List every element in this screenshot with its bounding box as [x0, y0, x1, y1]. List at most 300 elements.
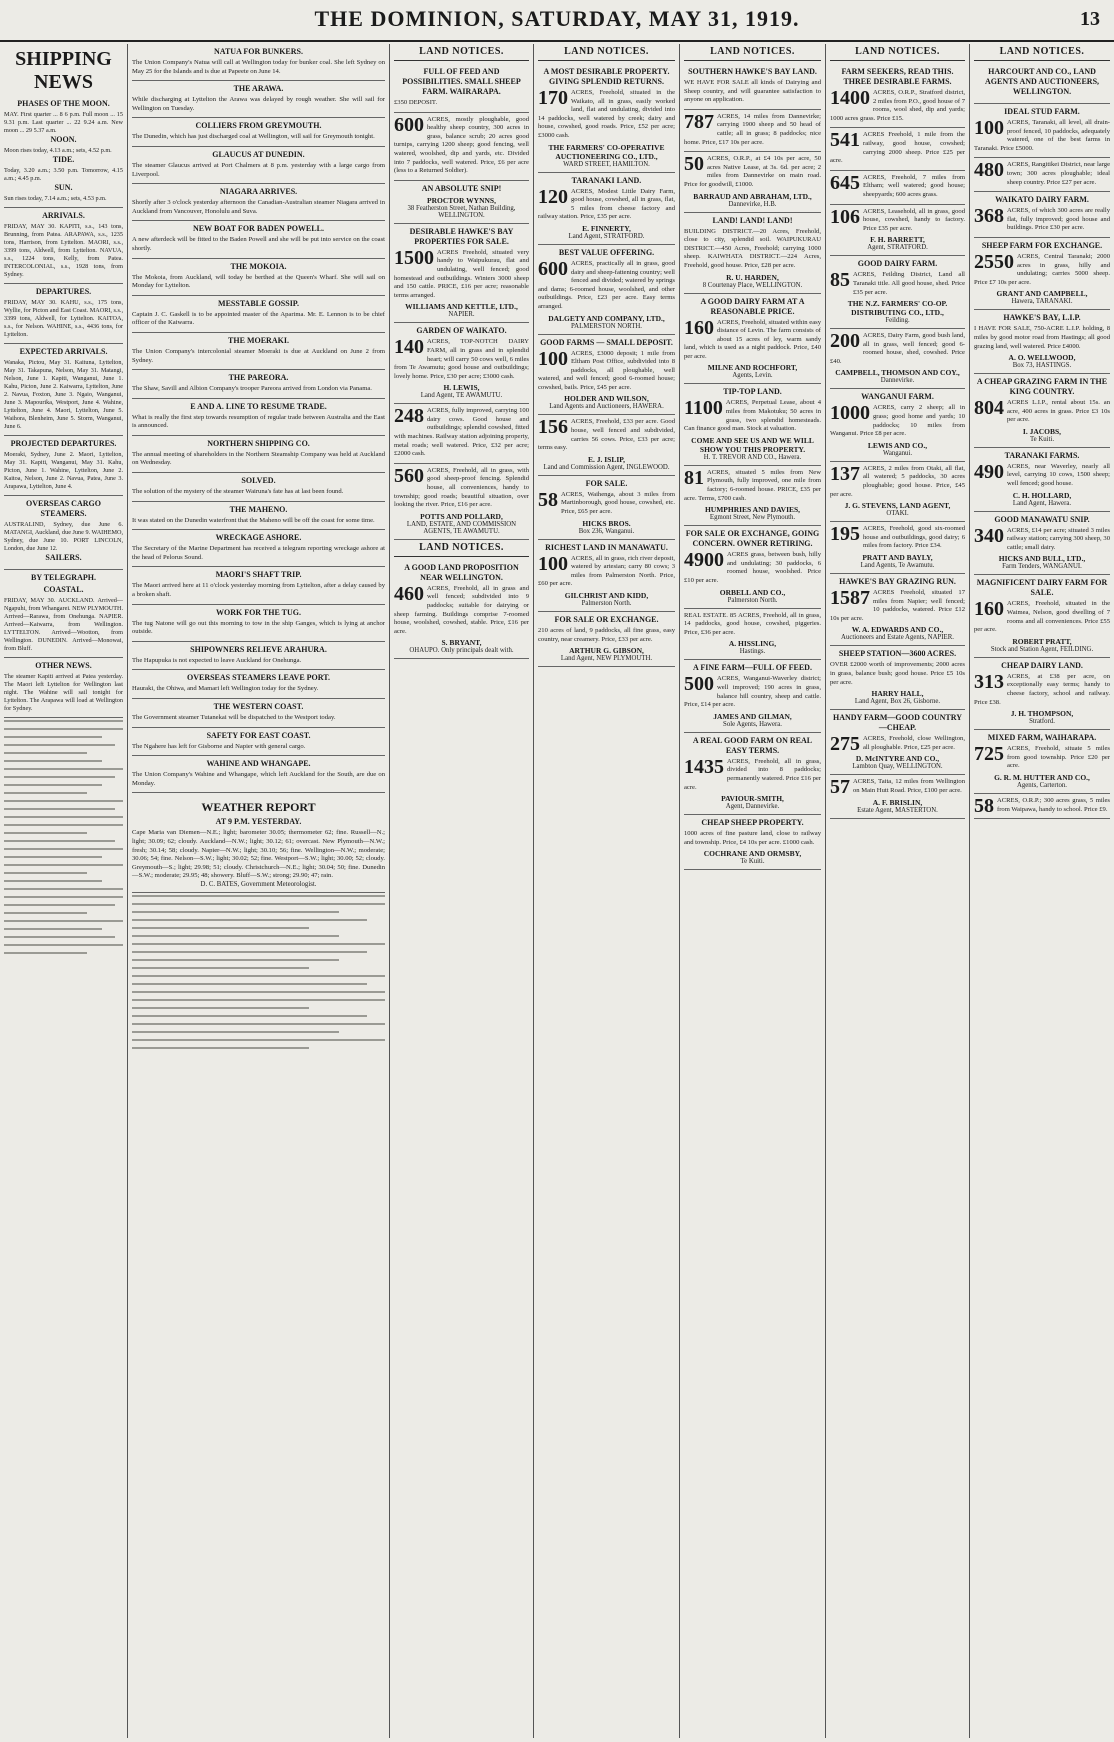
- shipping-news-item: [132, 259, 385, 296]
- notice-heading: A REAL GOOD FARM ON REAL EASY TERMS.: [692, 735, 813, 755]
- notice-agent: PAVIOUR-SMITH,: [721, 794, 784, 804]
- notice-address: Dannevirke.: [880, 377, 915, 385]
- notice-agent: E. J. ISLIP,: [587, 454, 626, 464]
- notice-heading: GOOD DAIRY FARM.: [857, 259, 938, 269]
- land-notice: [830, 171, 965, 205]
- shipping-news-item: [132, 728, 385, 757]
- shipping-news-item: [132, 530, 385, 567]
- notice-agent: E. FINNERTY,: [582, 223, 631, 233]
- notice-acreage: 645: [830, 171, 860, 194]
- notice-agent: ROBERT PRATT,: [1012, 636, 1072, 646]
- notice-body: ACRES, Rangitikei District, near large town; 300 acres ploughable; ideal sheep country. Price £27 per acre.: [1007, 161, 1110, 186]
- departures-text: FRIDAY, MAY 30. KAHU, s.s., 175 tons, Wyllie, for Picton and East Coast. MAORI, s.s., 3399 tons, Aldwell, for Lyttelton. KAITOA, s.s., for Nelson. WAHINE, s.s., 4436 tons, for Lyttelton.: [4, 299, 123, 338]
- notice-acreage: 560: [394, 464, 424, 487]
- notice-address: Land Agent, TE AWAMUTU.: [420, 392, 503, 400]
- news-item-heading: THE WESTERN COAST.: [213, 702, 304, 711]
- news-item-body: Hauraki, the Ohiwa, and Mamari left Wellington today for the Sydney.: [132, 685, 319, 693]
- notice-body: ACRES, Freehold, situated in the Waimea, Nelson, good dwelling of 7 rooms and all conveniences. Price £55 per acre.: [974, 600, 1110, 634]
- shipping-heading: SHIPPING NEWS: [15, 48, 112, 93]
- departures-heading: DEPARTURES.: [35, 287, 92, 296]
- notice-address: Palmerston North.: [727, 596, 778, 604]
- notice-heading: GARDEN OF WAIKATO.: [416, 326, 507, 336]
- notice-address: Agent, Dannevirke.: [725, 803, 780, 811]
- coastal-text: FRIDAY, MAY 30. AUCKLAND. Arrived—Ngapuhi, from Whangarei. NEW PLYMOUTH. Arrived—Rarawa, from Onehunga. NAPIER. Arrived—Kaiwarra, from Wellington. LYTTELTON. Arrived—Wootton, from Wellington. DUNEDIN. Arrived—Monowai, from Bluff.: [4, 597, 123, 652]
- notice-agent: JAMES AND GILMAN,: [713, 711, 792, 721]
- notice-address: Stock and Station Agent, FEILDING.: [990, 645, 1094, 653]
- projected-departures: [4, 436, 123, 496]
- notice-body: ACRES, O.R.P., at £4 10s per acre, 50 acres Native Lease, at 3s. 6d. per acre; 2 miles from Dannevirke on main road. Price for goodwill, £1000.: [684, 155, 821, 188]
- column-heading: LAND NOTICES.: [538, 44, 675, 61]
- telegraph-heading: BY TELEGRAPH.: [31, 573, 96, 582]
- news-item-body: The Union Company's Natua will call at Wellington today for bunker coal. She left Sydney on May 25 for the Islands and is due at Papeete on June 14.: [132, 59, 385, 75]
- news-item-body: The solution of the mystery of the steamer Wairuna's fate has at last been found.: [132, 488, 344, 496]
- notice-address: Agents, Carterton.: [1016, 781, 1068, 789]
- masthead: [0, 0, 1114, 42]
- news-item-body: The Union Company's intercolonial steamer Moeraki is due at Auckland on June 2 from Sydney.: [132, 347, 385, 364]
- notice-address: Land Agent, Box 26, Gisborne.: [854, 698, 941, 706]
- notice-heading: TIP-TOP LAND.: [723, 387, 782, 397]
- land-notice: [830, 205, 965, 257]
- notice-address: Box 236, Wanganui.: [578, 527, 635, 535]
- notice-heading: GOOD FARMS — SMALL DEPOSIT.: [540, 337, 673, 347]
- notice-address: Hawera, TARANAKI.: [1011, 298, 1073, 306]
- notice-acreage: 137: [830, 462, 860, 485]
- notice-body: ACRES, all in grass, rich river deposit, watered by artesian; carry 80 cows; 3 miles from Palmerston North. Price, £60 per acre.: [538, 554, 675, 588]
- notice-agent: F. H. BARRETT,: [870, 235, 925, 245]
- coastal-heading: COASTAL.: [43, 585, 84, 594]
- news-item-heading: SAFETY FOR EAST COAST.: [206, 730, 311, 740]
- land-notice: [394, 404, 529, 464]
- notice-agent: I. JACOBS,: [1022, 426, 1062, 436]
- land-notice: [830, 775, 965, 818]
- overseas-steamers: [4, 496, 123, 570]
- notice-acreage: 106: [830, 205, 860, 228]
- notice-body: ACRES L.I.P., rental about 15s. an acre, 400 acres in grass. Price £3 10s per acre.: [1007, 399, 1110, 424]
- notice-address: Land Agents, Te Awamutu.: [860, 562, 935, 569]
- overseas-heading: OVERSEAS CARGO STEAMERS.: [26, 499, 101, 518]
- notice-body: I HAVE FOR SALE, 750-ACRE L.I.P. holding, 8 miles by good motor road from Hastings; all good grazing land, well watered. Price £4000.: [974, 325, 1110, 350]
- land-notices-list: [538, 64, 675, 667]
- sun-text: Sun rises today, 7.14 a.m.; sets, 4.53 p.m.: [4, 195, 107, 202]
- land-notice: [684, 152, 821, 212]
- shipping-column: [0, 44, 128, 1738]
- notice-body: ACRES, O.R.P.; 300 acres grass, 5 miles from Waipawa, handy to school. Price £9.: [997, 796, 1110, 813]
- shipping-news-item: [132, 436, 385, 473]
- expected-heading: EXPECTED ARRIVALS.: [19, 347, 108, 356]
- shipping-news-item: [132, 333, 385, 370]
- notice-acreage: 120: [538, 185, 568, 208]
- notice-agent: C. H. HOLLARD,: [1012, 490, 1072, 500]
- notice-agent: H. LEWIS,: [443, 383, 480, 393]
- news-item-body: The Ngahere has left for Gisborne and Napier with general cargo.: [132, 742, 306, 750]
- notice-acreage: 58: [974, 794, 994, 817]
- notice-agent: G. R. M. HUTTER AND CO.,: [994, 772, 1090, 782]
- notice-agent: THE N.Z. FARMERS' CO-OP. DISTRIBUTING CO., LTD.,: [847, 299, 948, 318]
- notice-acreage: 1400: [830, 87, 870, 109]
- sailers-heading: SAILERS.: [45, 553, 82, 562]
- news-item-body: The Dunedin, which has just discharged coal at Wellington, will sail for Greymouth tonight.: [132, 133, 375, 141]
- notice-acreage: 200: [830, 330, 860, 353]
- land-notice: [684, 294, 821, 385]
- land-notice: [974, 448, 1110, 512]
- news-item-body: The Union Company's Wahine and Whangape, which left Auckland for the South, are due on Monday.: [132, 771, 385, 787]
- news-item-body: Shortly after 3 o'clock yesterday afternoon the Canadian-Australian steamer Niagara arrived in Auckland from Vancouver, Honolulu and Suva.: [132, 199, 385, 215]
- news-item-heading: E AND A. LINE TO RESUME TRADE.: [190, 401, 327, 411]
- notice-acreage: 725: [974, 743, 1004, 766]
- shipping-news-item: [132, 473, 385, 502]
- land-notice: [538, 64, 675, 173]
- notice-body: REAL ESTATE. 85 ACRES, Freehold, all in grass, 14 paddocks, good house, cowshed, piggeries. Price, £36 per acre.: [684, 611, 821, 636]
- notice-agent: HOLDER AND WILSON,: [564, 394, 649, 404]
- land-notice: [974, 192, 1110, 238]
- land-notices-list: [974, 64, 1110, 819]
- other-heading: OTHER NEWS.: [35, 661, 92, 670]
- notice-heading: HAWKE'S BAY, L.I.P.: [1003, 313, 1081, 323]
- land-notices-column-3: [534, 44, 680, 1738]
- notice-body: ACRES, Central Taranaki; 2000 acres in grass, hilly and undulating; carries 5000 sheep. Price £7 10s per acre.: [974, 252, 1110, 286]
- notice-heading: A FINE FARM—FULL OF FEED.: [693, 663, 812, 673]
- notice-address: OHAUPO. Only principals dealt with.: [409, 647, 514, 655]
- notice-body: ACRES, Leasehold, all in grass, good house, cowshed, handy to factory. Price £35 per acre.: [863, 207, 965, 232]
- notice-heading: GOOD MANAWATU SNIP.: [994, 514, 1090, 524]
- notice-heading: FOR SALE OR EXCHANGE.: [554, 615, 659, 624]
- land-notice: [684, 466, 821, 526]
- land-notice: [394, 560, 529, 660]
- notice-agent: J. G. STEVENS, LAND AGENT,: [844, 501, 951, 511]
- expected-arrivals: [4, 344, 123, 436]
- masthead-title: THE DOMINION, SATURDAY, MAY 31, 1919.: [314, 6, 800, 31]
- notice-body: ACRES grass, between bush, hilly and undulating; 30 paddocks, 6 roomed house, woolshed. Price £10 per acre.: [684, 551, 821, 584]
- news-item-heading: THE PAREORA.: [228, 373, 289, 383]
- weather-heading: WEATHER REPORT: [201, 800, 316, 815]
- notice-heading: WANGANUI FARM.: [861, 392, 934, 402]
- notice-body: ACRES, Taita, 12 miles from Wellington on Main Hutt Road. Price, £100 per acre.: [853, 778, 965, 794]
- shipping-news-item: [132, 399, 385, 436]
- notice-acreage: 195: [830, 523, 860, 546]
- news-item-heading: NORTHERN SHIPPING CO.: [207, 438, 310, 448]
- notice-agent: WILLIAMS AND KETTLE, LTD.,: [405, 302, 518, 312]
- land-notice: [538, 335, 675, 416]
- notice-heading: CHEAP SHEEP PROPERTY.: [701, 818, 804, 828]
- notice-acreage: 57: [830, 776, 850, 799]
- land-notice: [684, 110, 821, 152]
- notice-agent: BARRAUD AND ABRAHAM, LTD.,: [693, 191, 812, 201]
- notice-body: ACRES, near Waverley, nearly all level, carrying 10 cows, 1500 sheep; well fenced; good house.: [1007, 462, 1110, 488]
- land-notice: [684, 64, 821, 110]
- notice-agent: PRATT AND BAYLY,: [862, 553, 933, 562]
- notice-acreage: 170: [538, 87, 568, 109]
- notice-body: ACRES, £14 per acre; situated 3 miles railway station; carrying 300 sheep, 30 cattle; small dairy.: [1007, 526, 1110, 551]
- notice-address: WARD STREET, HAMILTON.: [563, 160, 650, 168]
- page-number: 13: [1080, 8, 1100, 30]
- notice-heading: CHEAP DAIRY LAND.: [1001, 660, 1083, 670]
- noon-heading: NOON.: [50, 135, 77, 144]
- land-notice: [974, 730, 1110, 794]
- notice-heading: FULL OF FEED AND POSSIBILITIES. SMALL SHEEP FARM. WAIRARAPA.: [402, 67, 521, 96]
- notice-body: ACRES, Freehold, £33 per acre. Good house, well fenced and subdivided, carries 56 cows. Price, £33 per acre; terms easy.: [538, 418, 675, 452]
- notice-address: H. T. TREVOR AND CO., Hawera.: [703, 453, 802, 461]
- land-notices-column-6: [970, 44, 1114, 1738]
- notice-address: Land Agent, STRATFORD.: [568, 232, 645, 240]
- notice-address: Land and Commission Agent, INGLEWOOD.: [543, 463, 670, 471]
- land-notice: [830, 389, 965, 461]
- notice-address: Auctioneers and Estate Agents, NAPIER.: [841, 634, 954, 642]
- notice-body: ACRES, Wanganui-Waverley district; well improved; 190 acres in grass, balance hill country, sheep and cattle. Price, £14 per acre.: [684, 675, 821, 709]
- tide-heading: TIDE.: [52, 155, 75, 164]
- notice-body: ACRES, Freehold, situated in the Waikato, all in grass, easily worked land, flat and undulating, divided into 14 paddocks, well watered by creek; dairy and house, cowshed, good roads. Price, £52 per acre; £3000 cash.: [538, 89, 675, 139]
- notice-acreage: 787: [684, 110, 714, 133]
- notice-agent: COCHRANE AND ORMSBY,: [703, 849, 802, 859]
- weather-text: Cape Maria van Diemen—N.E.; light; barometer 30.05; thermometer 62; fine. Russell—N.; light; 30.09; 62; cloudy. Auckland—N.W.; light; 30.12; 61; overcast. New Plymouth—N.W.; fresh; 30.14; 58; cloudy. Napier—N.W.; light; 30.10; 56; fine. Wellington—N.W.; moderate; 30.06; 54; fine. Nelson—S.W.; light; 30.02; 52; fine. Westport—S.W.; light; 30.00; 52; cloudy. Greymouth—S.; light; 29.98; 51; cloudy. Christchurch—N.E.; light; 30.04; 50; fine. Dunedin—S.W.; moderate; 29.95; 48; showery. Bluff—S.W.; strong; 29.90; 47; rain.: [132, 829, 385, 880]
- news-item-body: The Mokoia, from Auckland, will today be berthed at the Queen's Wharf. She will sail on Monday for Lyttelton.: [132, 273, 385, 290]
- news-item-heading: NEW BOAT FOR BADEN POWELL.: [193, 224, 324, 234]
- notice-body: ACRES, Freehold, all in grass, with good sheep-proof fencing. Splendid house, all conveniences, handy to township; good roads; beautiful situation, over looking the river. Price, £16 per acre.: [394, 466, 529, 509]
- land-notice: [830, 710, 965, 775]
- notice-acreage: 140: [394, 336, 424, 359]
- notice-heading: AN ABSOLUTE SNIP!: [421, 183, 502, 193]
- notice-agent: S. BRYANT,: [441, 638, 482, 648]
- notice-acreage: 368: [974, 205, 1004, 228]
- land-notice: [974, 512, 1110, 576]
- notice-address: Land Agents and Auctioneers, HAWERA.: [549, 403, 664, 411]
- notice-body: ACRES, at £38 per acre, on exceptionally easy terms; handy to cheese factory, school and railway. Price £38.: [974, 672, 1110, 706]
- notice-acreage: 1000: [830, 402, 870, 425]
- column-heading: LAND NOTICES.: [974, 44, 1110, 61]
- land-notice: [830, 128, 965, 170]
- projected-text: Moeraki, Sydney, June 2. Maori, Lyttelton, May 31. Kapiti, Wanganui, May 31. Kahu, Picton, June 1. Wahine, Lyttelton, June 2. Kaitoa, Nelson, June 2. Navua, Patea, June 3. Arapawa, Lyttelton, June 4.: [4, 451, 123, 490]
- notice-body: ACRES, £3000 deposit; 1 mile from Eltham Post Office, subdivided into 8 paddocks, all ploughable, well watered, and well fenced; good 6-roomed house; cowshed, bails. Price, £45 per acre.: [538, 349, 675, 391]
- notice-address: Dannevirke, H.B.: [728, 200, 777, 208]
- notice-body: BUILDING DISTRICT.—20 Acres, Freehold, close to city, splendid soil. WAIPUKURAU DISTRICT.—450 Acres, Freehold; carrying 1000 sheep. KAIWHATA DISTRICT.—224 Acres, Freehold, good house. Price, £28 per acre.: [684, 227, 821, 269]
- land-notice: [684, 213, 821, 294]
- shipping-news-item: [132, 184, 385, 221]
- sun-heading: SUN.: [54, 183, 73, 192]
- shipping-news-list: [132, 44, 385, 793]
- notice-agent: W. A. EDWARDS AND CO.,: [851, 625, 944, 635]
- news-item-body: The tug Natone will go out this morning to tow in the ship Ganges, which is lying at anchor outside.: [132, 619, 385, 636]
- land-notice: [394, 224, 529, 324]
- notice-acreage: 50: [684, 153, 704, 176]
- arrivals: [4, 208, 123, 284]
- notice-body: 210 acres of land, 9 paddocks, all fine grass, easy country, near creamery. Price, £33 per acre.: [538, 627, 675, 643]
- notice-acreage: 460: [394, 582, 424, 605]
- news-item-body: The Hapupuka is not expected to leave Auckland for Onehunga.: [132, 656, 302, 664]
- notice-address: Box 73, HASTINGS.: [1012, 362, 1072, 370]
- notice-address: Hastings.: [739, 648, 766, 656]
- news-item-heading: OVERSEAS STEAMERS LEAVE PORT.: [186, 673, 330, 683]
- notice-acreage: 156: [538, 416, 568, 439]
- land-notices-column-4: [680, 44, 826, 1738]
- land-notice: [538, 173, 675, 245]
- notice-acreage: 1500: [394, 246, 434, 269]
- shipping-news-item: [132, 670, 385, 699]
- notice-acreage: 248: [394, 405, 424, 428]
- notice-acreage: 600: [394, 113, 424, 136]
- land-notice: [974, 64, 1110, 104]
- notice-heading: HARCOURT AND CO., LAND AGENTS AND AUCTIONEERS, WELLINGTON.: [984, 67, 1100, 96]
- shipping-news-item: [132, 147, 385, 184]
- land-notice: [830, 462, 965, 522]
- noon-text: Moon rises today, 4.13 a.m.; sets, 4.52 p.m.: [4, 147, 112, 154]
- land-notice: [830, 329, 965, 389]
- notice-acreage: 340: [974, 524, 1004, 547]
- notice-heading: LAND! LAND! LAND!: [712, 215, 793, 225]
- shipping-news-item: [132, 221, 385, 258]
- news-item-heading: THE MOKOIA.: [230, 261, 287, 271]
- notice-heading: HANDY FARM—GOOD COUNTRY—CHEAP.: [832, 713, 963, 733]
- shipping-news-item: [132, 370, 385, 399]
- notice-body: ACRES, Freehold, 7 miles from Eltham; well watered; good house; sheepyards; 600 acres grass.: [863, 173, 965, 198]
- notice-heading: SHEEP FARM FOR EXCHANGE.: [981, 240, 1103, 250]
- arrivals-text: FRIDAY, MAY 30. KAPITI, s.s., 143 tons, Brunning, from Patea. ARAPAWA, s.s., 1235 tons, Harrison, from Lyttelton. MAORI, s.s., 3399 tons, Aldwell, from Lyttelton. NAVUA, s.s., 1224 tons, Kelly, from Patea. INTERCOLONIAL, s.s., 1928 tons, from Sydney.: [4, 223, 123, 278]
- notice-body: ACRES, mostly ploughable, good healthy sheep country, 300 acres in grass, balance scrub; 20 acres good turnips, carrying 1200 sheep; good fencing, well watered, woolshed, dip and yards, etc. Divided into 7 paddocks, well watered. Price, £6 per acre (less to a Returned Soldier).: [394, 115, 529, 175]
- notice-agent: CAMPBELL, THOMSON AND COY.,: [835, 368, 960, 378]
- land-notice: [830, 64, 965, 128]
- land-notice: [684, 815, 821, 870]
- notice-heading: TARANAKI LAND.: [571, 175, 642, 185]
- projected-heading: PROJECTED DEPARTURES.: [10, 439, 117, 448]
- land-notice: [394, 113, 529, 181]
- land-notice: [974, 794, 1110, 819]
- notice-acreage: 1100: [684, 397, 723, 420]
- notice-heading: A CHEAP GRAZING FARM IN THE KING COUNTRY.: [976, 377, 1108, 397]
- notice-heading: MAGNIFICENT DAIRY FARM FOR SALE.: [976, 578, 1108, 598]
- news-item-body: The steamer Glaucus arrived at Port Chalmers at 8 p.m. yesterday with a large cargo from Liverpool.: [132, 161, 385, 178]
- notice-agent: HUMPHRIES AND DAVIES,: [704, 505, 801, 515]
- notice-address: OTAKI.: [886, 510, 909, 518]
- shipping-news-item: [132, 605, 385, 642]
- land-notice: [684, 733, 821, 815]
- notice-agent: D. McINTYRE AND CO.,: [855, 754, 940, 764]
- news-item-heading: THE ARAWA.: [233, 84, 284, 94]
- notice-agent: PROCTOR WYNNS,: [427, 195, 496, 205]
- shipping-news-item: [132, 81, 385, 118]
- notice-heading: DESIRABLE HAWKE'S BAY PROPERTIES FOR SALE.: [409, 226, 514, 246]
- news-item-body: It was stated on the Dunedin waterfront that the Maheno will be off the coast for some time.: [132, 516, 375, 524]
- notice-heading: FOR SALE.: [585, 478, 628, 488]
- notice-heading: A MOST DESIRABLE PROPERTY. GIVING SPLENDID RETURNS.: [543, 67, 670, 86]
- notice-address: Land Agent, Hawera.: [1012, 499, 1072, 507]
- land-notices-list: [394, 64, 529, 540]
- notice-agent: ARTHUR G. GIBSON,: [569, 646, 644, 656]
- land-notice: [974, 238, 1110, 310]
- notice-agent: COME AND SEE US AND WE WILL SHOW YOU THIS PROPERTY.: [691, 435, 814, 454]
- expected-text: Wanaka, Pictou, May 31. Kaituna, Lyttelton, May 31. Takapuna, Nelson, May 31. Matangi, Nelson, June 1. Kapiti, Wanganui, June 1. Kahu, Picton, June 2. Kaiwarra, Lyttelton, June 2. Navua, Foxton, June 3. Ngaio, Wanganui, June 3. Mapourika, Westport, June 4. Wahine, Lyttelton, June 4. Maori, Lyttelton, June 5. Waihora, Blenheim, June 5. Storm, Wanganui, June 6.: [4, 359, 123, 430]
- notice-address: Egmont Street, New Plymouth.: [709, 514, 796, 522]
- notice-acreage: 160: [684, 316, 714, 339]
- news-item-heading: MAORI'S SHAFT TRIP.: [215, 570, 302, 580]
- news-item-heading: THE MOERAKI.: [228, 335, 289, 345]
- notice-heading: WAIKATO DAIRY FARM.: [995, 195, 1089, 205]
- shipping-news-item: [132, 642, 385, 671]
- news-item-body: What is really the first step towards resumption of regular trade between Australia and the East is announced.: [132, 413, 385, 430]
- news-item-heading: SOLVED.: [241, 476, 276, 486]
- column-heading: LAND NOTICES.: [394, 44, 529, 61]
- land-notice: [394, 181, 529, 224]
- land-notice: [974, 310, 1110, 374]
- shipping-news-item: [132, 44, 385, 81]
- news-item-heading: SHIPOWNERS RELIEVE ARAHURA.: [190, 644, 327, 654]
- notice-address: Feilding.: [885, 317, 910, 325]
- notice-body: ACRES, Freehold, all in grass, divided into 8 paddocks; permanently watered. Price £16 per acre.: [684, 757, 821, 791]
- notice-agent: A. HISSLING,: [728, 639, 777, 649]
- notice-heading: HAWKE'S BAY GRAZING RUN.: [839, 577, 956, 586]
- land-notice: [974, 104, 1110, 158]
- notice-heading: SHEEP STATION—3600 ACRES.: [838, 649, 957, 659]
- news-item-heading: WAHINE AND WHANGAPE.: [206, 759, 311, 769]
- land-notice: [538, 476, 675, 540]
- notice-body: ACRES, Modest Little Dairy Farm, good house, cowshed, all in grass, flat, 5 miles from cheese factory and railway station. Price, £35 per acre.: [538, 187, 675, 221]
- land-notice: [394, 464, 529, 540]
- notice-agent: POTTS AND POLLARD,: [420, 511, 503, 521]
- land-notice: [394, 323, 529, 404]
- notice-acreage: 4900: [684, 549, 724, 572]
- notice-body: ACRES, 14 miles from Dannevirke; carrying 1900 sheep and 50 head of cattle; all in grass; 8 paddocks; nice home. Price, £17 10s per acre.: [684, 112, 821, 146]
- notice-body: 1000 acres of fine pasture land, close to railway and township. Price, £4 10s per acre. £1000 cash.: [684, 830, 821, 846]
- notice-agent: R. U. HARDEN,: [726, 272, 779, 282]
- notice-acreage: 100: [974, 117, 1004, 139]
- notice-acreage: 160: [974, 598, 1004, 621]
- notice-heading: A GOOD DAIRY FARM AT A REASONABLE PRICE.: [700, 296, 805, 316]
- notice-acreage: 2550: [974, 250, 1014, 273]
- notice-agent: LEWIS AND CO.,: [867, 440, 928, 450]
- notice-body: ACRES, Freehold, situated within easy distance of Levin. The farm consists of about 15 acres of ley, warm sandy land, which is used as a night paddock. Price, £40 per acre.: [684, 318, 821, 360]
- land-notice: [830, 256, 965, 329]
- notice-body: £350 DEPOSIT.: [394, 99, 438, 106]
- notice-address: Agents, Levin.: [732, 372, 773, 380]
- telegraph: [4, 570, 123, 658]
- notice-acreage: 313: [974, 670, 1004, 693]
- news-item-body: The Shaw, Savill and Albion Company's trooper Pareora arrived from London via Panama.: [132, 385, 372, 393]
- notice-body: ACRES, fully improved, carrying 100 dairy cows. Good house and outbuildings; splendid cowshed, fitted with machines. Railway station adjoining property, metal roads; well watered. Price, £32 per acre; £2000 cash.: [394, 407, 529, 458]
- land-notices-column-2: [390, 44, 534, 1738]
- notice-heading: FOR SALE OR EXCHANGE, GOING CONCERN. OWNER RETIRING.: [685, 529, 820, 549]
- notice-body: ACRES, Freehold, good six-roomed house and outbuildings, good dairy; 6 miles from factory. Price £34.: [863, 525, 965, 550]
- moon-table: MAY. First quarter ... 8 6 p.m. Full moon ... 15 9.31 p.m. Last quarter ... 22 9.24 a.m. New moon ... 29 5.37 a.m.: [4, 111, 123, 134]
- notice-address: Land Agent, NEW PLYMOUTH.: [560, 655, 653, 663]
- notice-acreage: 1587: [830, 587, 870, 609]
- notice-address: Wanganui.: [882, 449, 913, 457]
- notice-body: ACRES, Freehold, situate 5 miles from good township. Price £20 per acre.: [1007, 745, 1110, 770]
- column-heading: LAND NOTICES.: [394, 540, 529, 557]
- notice-body: ACRES, Perpetual Lease, about 4 miles from Makotuku; 50 acres in grass, two splendid homesteads. Can finance good man. Stock at valuation.: [684, 399, 821, 433]
- notice-address: Agent, STRATFORD.: [867, 244, 928, 252]
- notice-address: 38 Featherston Street, Nathan Building, WELLINGTON.: [407, 204, 516, 219]
- news-item-body: While discharging at Lyttelton the Arawa was delayed by rough weather. She will sail for Wellington on Tuesday.: [132, 96, 385, 112]
- shipping-news-item: [132, 567, 385, 604]
- notice-acreage: 804: [974, 397, 1004, 420]
- land-notice: [830, 646, 965, 710]
- notice-acreage: 81: [684, 466, 704, 489]
- notice-body: ACRES, situated 5 miles from New Plymouth, fully improved, one mile from factory; 6-roomed house. PRICE, £35 per acre. Terms, £700 cash.: [684, 468, 821, 502]
- news-item-heading: COLLIERS FROM GREYMOUTH.: [195, 121, 322, 131]
- shipping-news-item: [132, 118, 385, 147]
- overseas-text: AUSTRALIND, Sydney, due June 6. MATANGI, Auckland, due June 9. WAIHEMO, Sydney, due June 10. PORT LINCOLN, London, due June 12.: [4, 521, 123, 552]
- land-notice: [974, 158, 1110, 192]
- notice-address: Stratford.: [1029, 718, 1055, 726]
- notice-agent: J. H. THOMPSON,: [1010, 709, 1074, 719]
- land-notices-list: [830, 64, 965, 819]
- notice-acreage: 275: [830, 733, 860, 756]
- land-notice: [538, 540, 675, 612]
- weather-signature: D. C. BATES, Government Meteorologist.: [200, 880, 317, 888]
- notice-body: ACRES, Freehold, all in grass and well fenced; subdivided into 9 paddocks; suitable for dairying or sheep farming. Buildings comprise 7-roomed house, woolshed, cowshed, stable. Price, £16 per acre.: [394, 584, 529, 635]
- notice-agent: A. O. WELLWOOD,: [1008, 353, 1076, 363]
- land-notice: [538, 415, 675, 475]
- notice-body: WE HAVE FOR SALE all kinds of Dairying and Sheep country, and will guarantee satisfaction to anyone on application.: [684, 79, 821, 104]
- news-item-body: The Maori arrived here at 11 o'clock yesterday morning from Lyttelton, after a delay caused by a broken shaft.: [132, 582, 385, 599]
- notice-agent: HICKS BROS.: [582, 518, 631, 528]
